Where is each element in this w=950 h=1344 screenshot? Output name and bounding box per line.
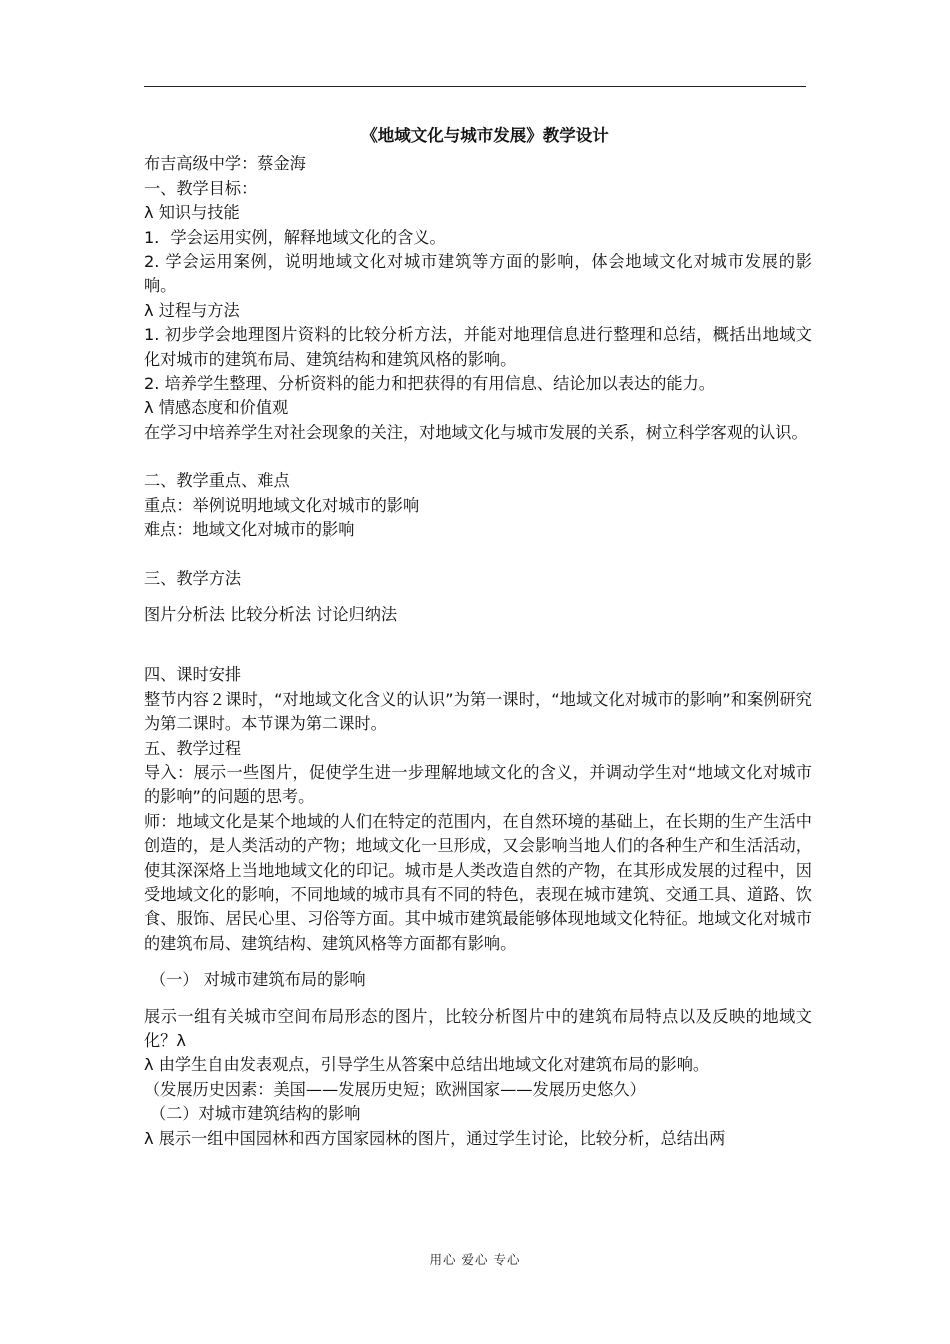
spacer — [144, 651, 812, 663]
layout-activity: 展示一组有关城市空间布局形态的图片，比较分析图片中的建筑布局特点以及反映的地域文化？λ — [144, 1006, 812, 1050]
knowledge-item-2: 2. 学会运用案例，说明地域文化对城市建筑等方面的影响，体会地域文化对城市发展的影响。 — [144, 252, 812, 296]
section-heading-objectives: 一、教学目标： — [144, 178, 258, 198]
subsection-heading-layout: （一） 对城市建筑布局的影响 — [150, 970, 366, 990]
layout-note: （发展历史因素：美国——发展历史短；欧洲国家——发展历史悠久） — [144, 1079, 646, 1099]
schedule-text: 整节内容２课时，“对地域文化含义的认识”为第一课时，“地域文化对城市的影响”和案例研究为第二课时。本节课为第二课时。 — [144, 689, 812, 734]
spacer — [144, 445, 812, 469]
spacer — [144, 956, 812, 968]
spacer — [144, 543, 812, 567]
methods-list: 图片分析法 比较分析法 讨论归纳法 — [144, 604, 398, 624]
difficult-point: 难点：地域文化对城市的影响 — [144, 520, 355, 540]
header-rule — [144, 86, 806, 87]
section-heading-methods: 三、教学方法 — [144, 568, 242, 588]
spacer — [144, 591, 812, 603]
process-item-2: 2. 培养学生整理、分析资料的能力和把获得的有用信息、结论加以表达的能力。 — [144, 374, 715, 394]
author-line: 布吉高级中学：蔡金海 — [144, 154, 306, 174]
document-body — [144, 120, 812, 1151]
lesson-intro: 导入：展示一些图片，促使学生进一步理解地域文化的含义，并调动学生对“地域文化对城市的影响”的问题的思考。 — [144, 762, 812, 807]
section-heading-key-points: 二、教学重点、难点 — [144, 471, 290, 491]
document-title: 《地域文化与城市发展》教学设计 — [361, 126, 609, 145]
layout-discussion: λ 由学生自由发表观点，引导学生从答案中总结出地域文化对建筑布局的影响。 — [144, 1055, 710, 1075]
spacer — [144, 993, 812, 1005]
process-item-1: 1. 初步学会地理图片资料的比较分析方法，并能对地理信息进行整理和总结，概括出地域文化对城市的建筑布局、建筑结构和建筑风格的影响。 — [144, 325, 812, 369]
subsection-heading-structure: （二）对城市建筑结构的影响 — [150, 1104, 361, 1124]
section-heading-schedule: 四、课时安排 — [144, 665, 242, 685]
structure-activity: λ 展示一组中国园林和西方国家园林的图片，通过学生讨论，比较分析，总结出两 — [144, 1128, 726, 1148]
teacher-explanation: 师：地域文化是某个地域的人们在特定的范围内，在自然环境的基础上，在长期的生产生活中创造的，是人类活动的产物；地域文化一旦形成，又会影响当地人们的各种生产和生活活动，使其深深烙上当地地域文化的印记。城市是人类改造自然的产物，在其形成发展的过程中，因受地域文化的影响，不同地域的城市具有不同的特色，表现在城市建筑、交通工具、道路、饮食、服饰、居民心里、习俗等方面。其中城市建筑最能够体现地域文化特征。地域文化对城市的建筑布局、建筑结构、建筑风格等方面都有影响。 — [144, 811, 812, 953]
key-point: 重点：举例说明地域文化对城市的影响 — [144, 495, 420, 515]
spacer — [144, 627, 812, 651]
subheading-knowledge-skills: λ 知识与技能 — [144, 203, 240, 223]
subheading-attitude-values: λ 情感态度和价值观 — [144, 398, 289, 418]
subheading-process-methods: λ 过程与方法 — [144, 300, 240, 320]
attitude-text: 在学习中培养学生对社会现象的关注，对地域文化与城市发展的关系，树立科学客观的认识。 — [144, 422, 808, 442]
knowledge-item-1: 1．学会运用实例，解释地域文化的含义。 — [144, 227, 446, 247]
section-heading-process: 五、教学过程 — [144, 738, 242, 758]
page-footer: 用心 爱心 专心 — [429, 1252, 521, 1267]
